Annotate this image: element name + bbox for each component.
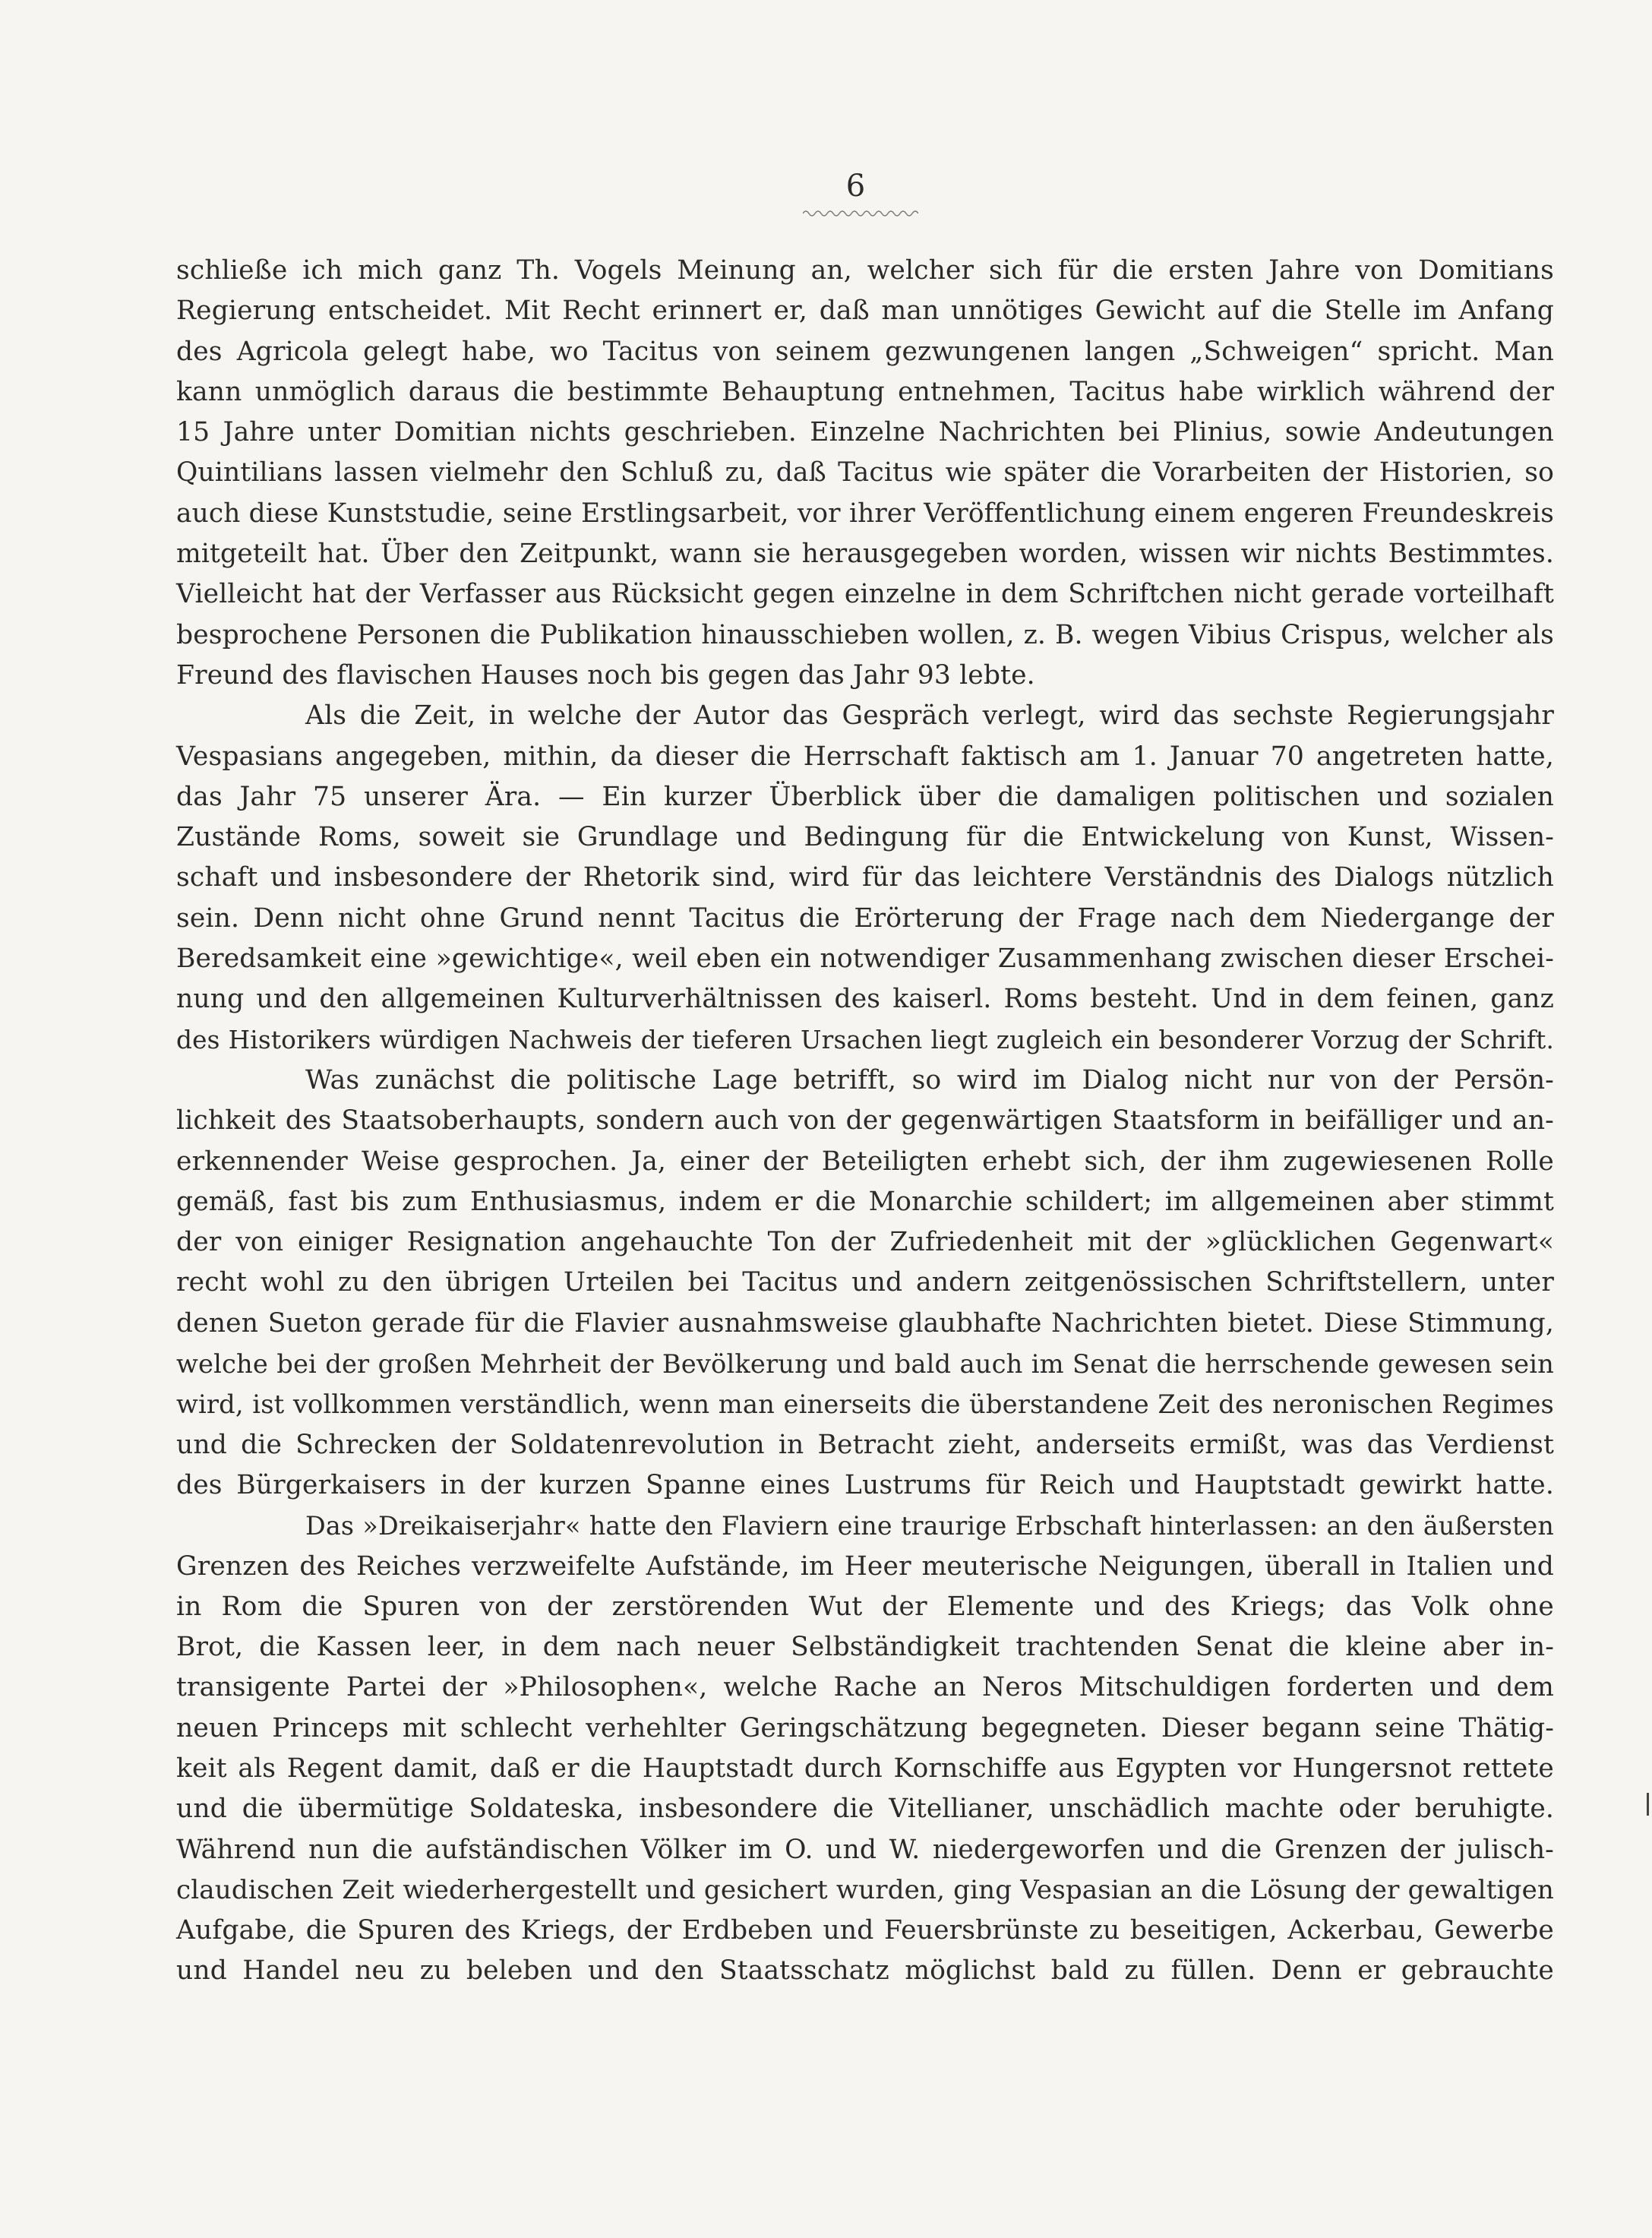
- text-line: neuen Princeps mit schlecht verhehlter Geringschätzung begegneten. Dieser begann seine Thätig-: [176, 1712, 1554, 1743]
- page-number-ornament: [803, 209, 918, 218]
- text-line: claudischen Zeit wiederhergestellt und gesichert wurden, ging Vespasian an die Lösung der gewaltigen: [176, 1874, 1554, 1905]
- text-line: erkennender Weise gesprochen. Ja, einer der Beteiligten erhebt sich, der ihm zugewiesenen Rolle: [176, 1146, 1554, 1177]
- text-line: Das »Dreikaiserjahr« hatte den Flaviern eine traurige Erbschaft hinterlassen: an den äußersten: [305, 1511, 1554, 1541]
- text-line: des Bürgerkaisers in der kurzen Spanne eines Lustrums für Reich und Hauptstadt gewirkt hatte.: [176, 1469, 1554, 1500]
- text-line: schließe ich mich ganz Th. Vogels Meinung an, welcher sich für die ersten Jahre von Domitians: [176, 255, 1554, 286]
- text-line: welche bei der großen Mehrheit der Bevölkerung und bald auch im Senat die herrschende gewesen sein: [176, 1349, 1554, 1380]
- text-line: des Historikers würdigen Nachweis der tieferen Ursachen liegt zugleich ein besonderer Vorzug der Schrift.: [176, 1025, 1554, 1054]
- text-line: der von einiger Resignation angehauchte Ton der Zufriedenheit mit der »glücklichen Gegenwart«: [176, 1227, 1554, 1258]
- text-line: Grenzen des Reiches verzweifelte Aufstände, im Heer meuterische Neigungen, überall in Italien und: [176, 1550, 1554, 1582]
- text-line: des Agricola gelegt habe, wo Tacitus von seinem gezwungenen langen „Schweigen“ spricht. Man: [176, 336, 1554, 367]
- text-line: Quintilians lassen vielmehr den Schluß zu, daß Tacitus wie später die Vorarbeiten der Historien, so: [176, 457, 1554, 488]
- text-line: Brot, die Kassen leer, in dem nach neuer Selbständigkeit trachtenden Senat die kleine aber in-: [176, 1632, 1554, 1663]
- text-line: recht wohl zu den übrigen Urteilen bei Tacitus und andern zeitgenössischen Schriftstellern, unter: [176, 1267, 1554, 1298]
- text-line: Vielleicht hat der Verfasser aus Rücksicht gegen einzelne in dem Schriftchen nicht gerade vorteilhaft: [176, 579, 1554, 610]
- page-number: 6: [845, 169, 866, 204]
- text-line: lichkeit des Staatsoberhaupts, sondern auch von der gegenwärtigen Staatsform in beifälliger und an-: [176, 1105, 1554, 1136]
- text-line: sein. Denn nicht ohne Grund nennt Tacitus die Erörterung der Frage nach dem Niedergange der: [176, 902, 1554, 934]
- text-line: und die Schrecken der Soldatenrevolution in Betracht zieht, anderseits ermißt, was das Verdienst: [176, 1429, 1554, 1460]
- text-line: Zustände Roms, soweit sie Grundlage und Bedingung für die Entwickelung von Kunst, Wissen-: [176, 822, 1554, 853]
- text-line: transigente Partei der »Philosophen«, welche Rache an Neros Mitschuldigen forderten und dem: [176, 1672, 1554, 1703]
- text-line: nung und den allgemeinen Kulturverhältnissen des kaiserl. Roms besteht. Und in dem feinen, ganz: [176, 984, 1554, 1015]
- text-line: [176, 1992, 1554, 2032]
- text-line: denen Sueton gerade für die Flavier ausnahmsweise glaubhafte Nachrichten bietet. Diese Stimmung,: [176, 1307, 1554, 1339]
- text-line: und die übermütige Soldateska, insbesondere die Vitellianer, unschädlich machte oder beruhigte.: [176, 1794, 1554, 1825]
- text-line: Was zunächst die politische Lage betrifft, so wird im Dialog nicht nur von der Persön-: [305, 1064, 1554, 1095]
- text-line: schaft und insbesondere der Rhetorik sind, wird für das leichtere Verständnis des Dialogs nützlich: [176, 862, 1554, 893]
- text-line: Aufgabe, die Spuren des Kriegs, der Erdbeben und Feuersbrünste zu beseitigen, Ackerbau, Gewerbe: [176, 1915, 1554, 1946]
- text-line: und Handel neu zu beleben und den Staatsschatz möglichst bald zu füllen. Denn er gebrauchte: [176, 1955, 1554, 1987]
- text-line: keit als Regent damit, daß er die Hauptstadt durch Kornschiffe aus Egypten vor Hungersnot rettete: [176, 1753, 1554, 1784]
- text-line: Beredsamkeit eine »gewichtige«, weil eben ein notwendiger Zusammenhang zwischen dieser Erschei-: [176, 944, 1554, 975]
- text-line: besprochene Personen die Publikation hinausschieben wollen, z. B. wegen Vibius Crispus, welcher als: [176, 619, 1554, 650]
- body-text: [176, 251, 1554, 2032]
- text-line: Als die Zeit, in welche der Autor das Gespräch verlegt, wird das sechste Regierungsjahr: [305, 700, 1554, 732]
- text-line: Während nun die aufständischen Völker im O. und W. niedergeworfen und die Grenzen der julisch-: [176, 1834, 1554, 1865]
- text-line: auch diese Kunststudie, seine Erstlingsarbeit, vor ihrer Veröffentlichung einem engeren Freundeskreis: [176, 498, 1554, 529]
- text-line: Freund des flavischen Hauses noch bis gegen das Jahr 93 lebte.: [176, 659, 1035, 691]
- text-line: Vespasians angegeben, mithin, da dieser die Herrschaft faktisch am 1. Januar 70 angetreten hatte,: [176, 741, 1554, 772]
- text-line: Regierung entscheidet. Mit Recht erinnert er, daß man unnötiges Gewicht auf die Stelle im Anfang: [176, 296, 1554, 327]
- text-line: das Jahr 75 unserer Ära. — Ein kurzer Überblick über die damaligen politischen und sozialen: [176, 781, 1554, 812]
- margin-mark: [1647, 1793, 1649, 1816]
- text-line: in Rom die Spuren von der zerstörenden Wut der Elemente und des Kriegs; das Volk ohne: [176, 1591, 1554, 1622]
- text-line: gemäß, fast bis zum Enthusiasmus, indem er die Monarchie schildert; im allgemeinen aber stimmt: [176, 1186, 1554, 1217]
- text-line: 15 Jahre unter Domitian nichts geschrieben. Einzelne Nachrichten bei Plinius, sowie Andeutungen: [176, 417, 1554, 448]
- text-line: wird, ist vollkommen verständlich, wenn man einerseits die überstandene Zeit des neronischen Regimes: [176, 1389, 1554, 1420]
- text-line: kann unmöglich daraus die bestimmte Behauptung entnehmen, Tacitus habe wirklich während der: [176, 376, 1554, 407]
- text-line: mitgeteilt hat. Über den Zeitpunkt, wann sie herausgegeben worden, wissen wir nichts Bestimmtes.: [176, 539, 1554, 570]
